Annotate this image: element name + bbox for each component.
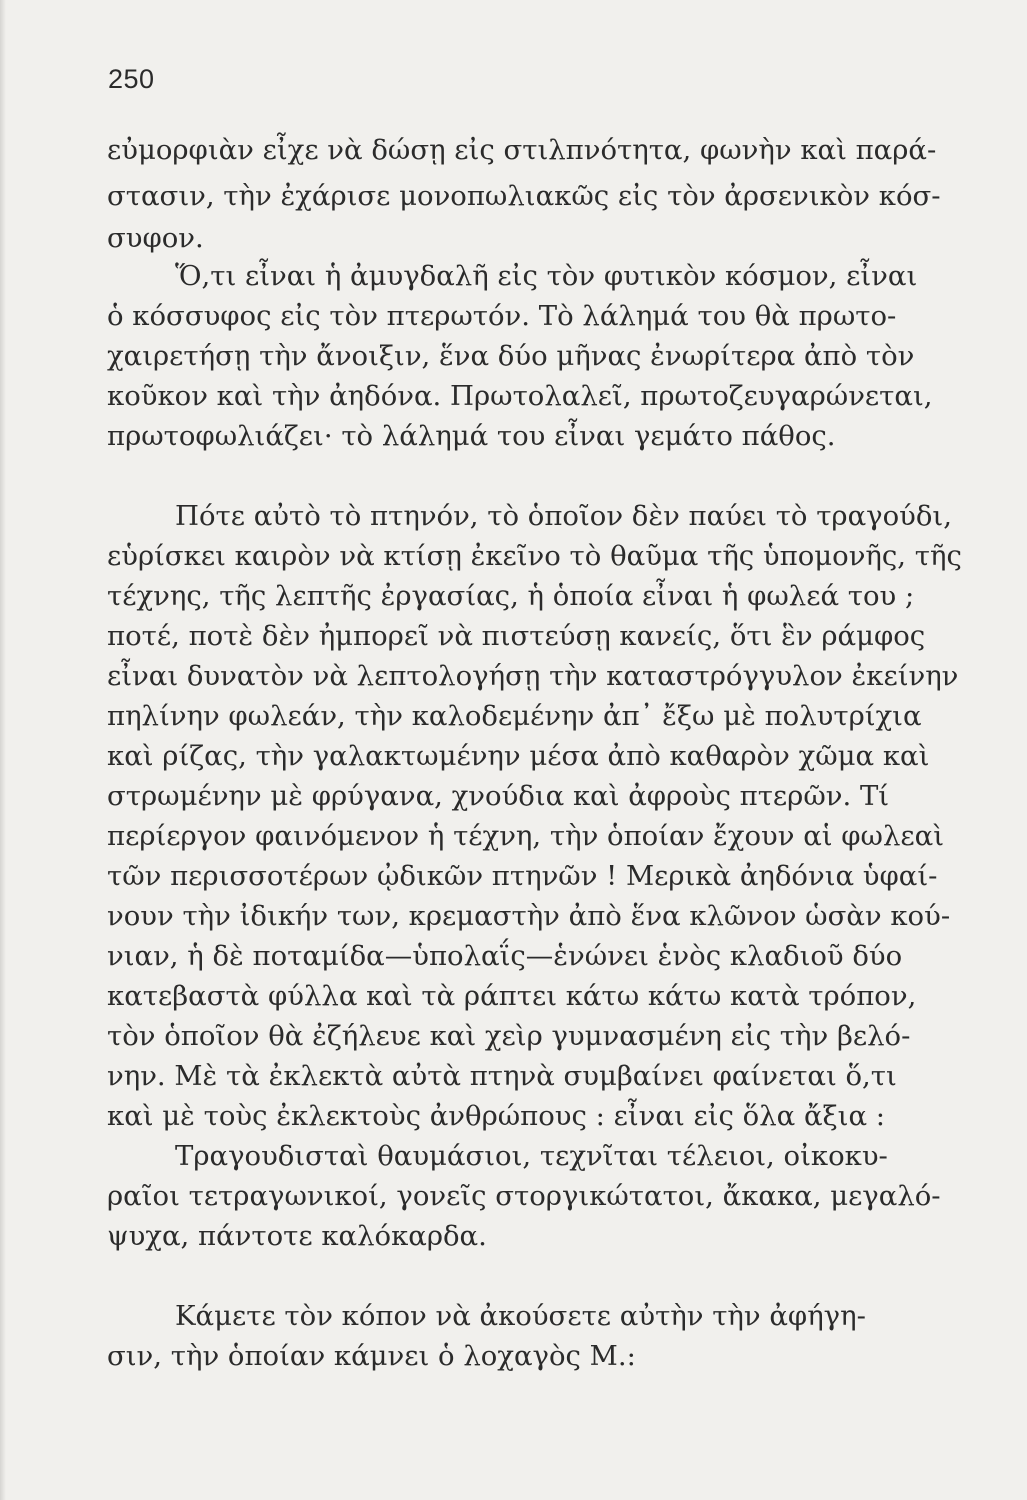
text-line: χαιρετήσῃ τὴν ἄνοιξιν, ἕνα δύο μῆνας ἐνωρίτερα ἀπὸ τὸν <box>107 340 915 372</box>
page-edge-shadow <box>0 0 6 1500</box>
text-line: τὸν ὁποῖον θὰ ἐζήλευε καὶ χεὶρ γυμνασμένη εἰς τὴν βελό- <box>107 1020 911 1052</box>
text-line: ψυχα, πάντοτε καλόκαρδα. <box>107 1220 487 1252</box>
text-line: περίεργον φαινόμενον ἡ τέχνη, τὴν ὁποίαν ἔχουν αἱ φωλεαὶ <box>107 820 944 852</box>
text-line: Πότε αὐτὸ τὸ πτηνόν, τὸ ὁποῖον δὲν παύει τὸ τραγούδι, <box>175 500 952 532</box>
text-line: νουν τὴν ἰδικήν των, κρεμαστὴν ἀπὸ ἕνα κλῶνον ὡσὰν κού- <box>107 900 951 932</box>
text-line: στασιν, τὴν ἐχάρισε μονοπωλιακῶς εἰς τὸν ἀρσενικὸν κόσ- <box>107 180 941 212</box>
text-line: Ὅ,τι εἶναι ἡ ἀμυγδαλῆ εἰς τὸν φυτικὸν κόσμον, εἶναι <box>175 260 918 292</box>
text-line: ὁ κόσσυφος εἰς τὸν πτερωτόν. Τὸ λάλημά του θὰ πρωτο- <box>107 300 897 332</box>
text-line: τέχνης, τῆς λεπτῆς ἐργασίας, ἡ ὁποία εἶναι ἡ φωλεά του ; <box>107 580 915 612</box>
text-line: πηλίνην φωλεάν, τὴν καλοδεμένην ἀπ᾽ ἔξω μὲ πολυτρίχια <box>107 700 922 732</box>
text-line: πρωτοφωλιάζει· τὸ λάλημά του εἶναι γεμάτο πάθος. <box>107 420 836 452</box>
text-line: καὶ μὲ τοὺς ἐκλεκτοὺς ἀνθρώπους : εἶναι εἰς ὅλα ἄξια : <box>107 1100 886 1132</box>
text-line: ποτέ, ποτὲ δὲν ἠμπορεῖ νὰ πιστεύσῃ κανείς, ὅτι ἓν ράμφος <box>107 620 926 652</box>
text-line: νιαν, ἡ δὲ ποταμίδα—ὑπολαΐς—ἑνώνει ἑνὸς κλαδιοῦ δύο <box>107 940 903 972</box>
text-line: ραῖοι τετραγωνικοί, γονεῖς στοργικώτατοι, ἄκακα, μεγαλό- <box>107 1180 941 1212</box>
text-line: νην. Μὲ τὰ ἐκλεκτὰ αὐτὰ πτηνὰ συμβαίνει φαίνεται ὅ,τι <box>107 1060 897 1092</box>
text-line: σιν, τὴν ὁποίαν κάμνει ὁ λοχαγὸς Μ.: <box>107 1340 636 1372</box>
text-line: εὑρίσκει καιρὸν νὰ κτίσῃ ἐκεῖνο τὸ θαῦμα τῆς ὑπομονῆς, τῆς <box>107 540 962 572</box>
text-line: εὐμορφιὰν εἶχε νὰ δώσῃ εἰς στιλπνότητα, φωνὴν καὶ παρά- <box>107 134 937 166</box>
text-line: τῶν περισσοτέρων ᾠδικῶν πτηνῶν ! Μερικὰ ἀηδόνια ὑφαί- <box>107 860 938 892</box>
page-number: 250 <box>108 64 155 94</box>
text-line: συφον. <box>107 222 204 254</box>
text-line: καὶ ρίζας, τὴν γαλακτωμένην μέσα ἀπὸ καθαρὸν χῶμα καὶ <box>107 740 930 772</box>
text-line: Κάμετε τὸν κόπον νὰ ἀκούσετε αὐτὴν τὴν ἀφήγη- <box>175 1300 866 1332</box>
text-line: στρωμένην μὲ φρύγανα, χνούδια καὶ ἀφροὺς πτερῶν. Τί <box>107 780 890 812</box>
text-line: εἶναι δυνατὸν νὰ λεπτολογήσῃ τὴν καταστρόγγυλον ἐκείνην <box>107 660 959 692</box>
text-line: κοῦκον καὶ τὴν ἀηδόνα. Πρωτολαλεῖ, πρωτοζευγαρώνεται, <box>107 380 933 412</box>
text-line: κατεβαστὰ φύλλα καὶ τὰ ράπτει κάτω κάτω κατὰ τρόπον, <box>107 980 917 1012</box>
text-line: Τραγουδισταὶ θαυμάσιοι, τεχνῖται τέλειοι, οἰκοκυ- <box>175 1140 888 1172</box>
